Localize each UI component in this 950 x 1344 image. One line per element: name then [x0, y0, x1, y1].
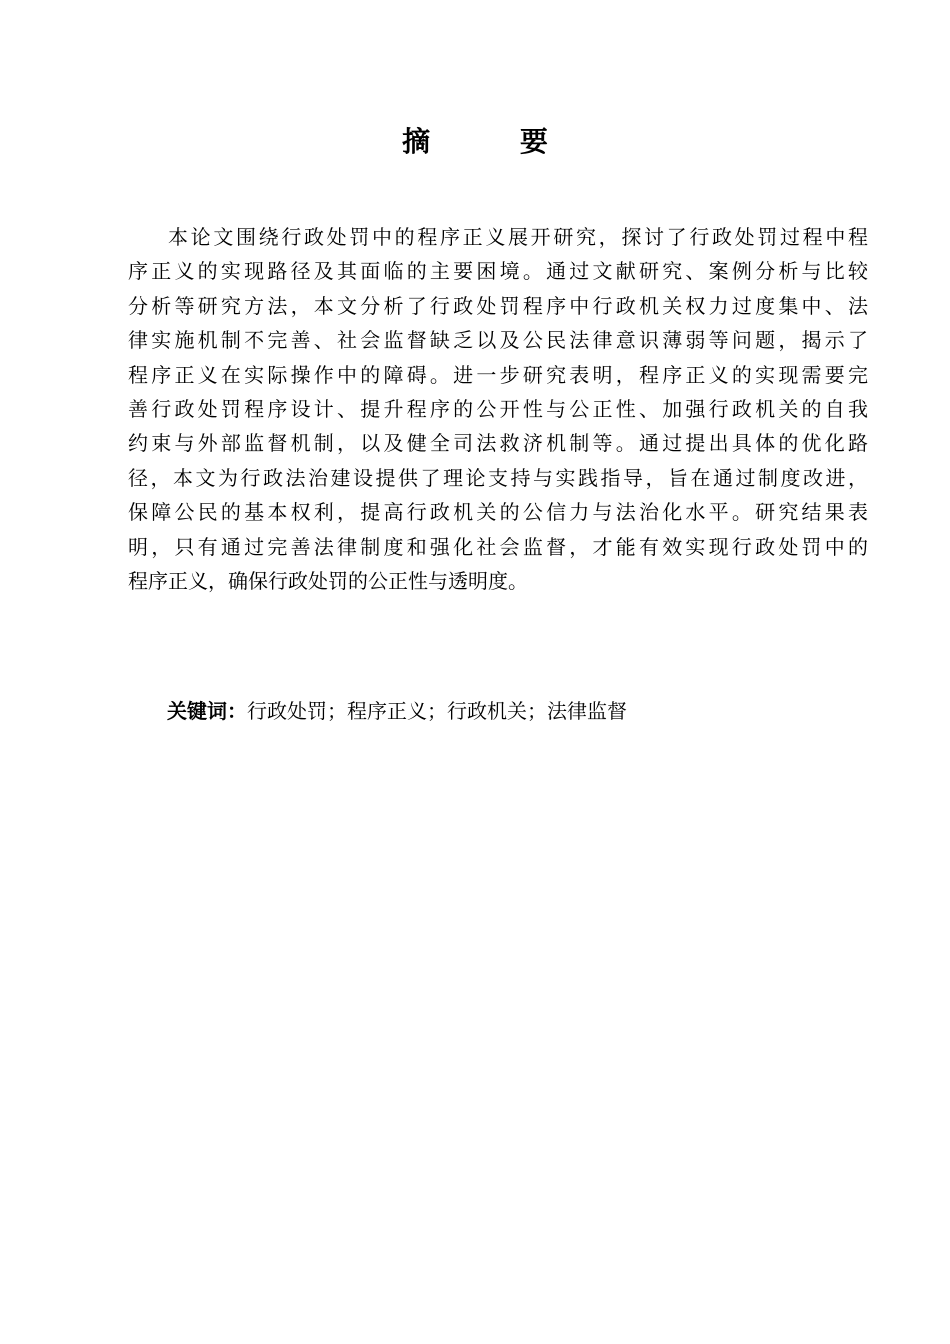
abstract-line: 律实施机制不完善、社会监督缺乏以及公民法律意识薄弱等问题，揭示了: [128, 328, 868, 353]
abstract-line: 程序正义在实际操作中的障碍。进一步研究表明，程序正义的实现需要完: [128, 362, 868, 387]
keywords-label: 关键词：: [167, 699, 247, 723]
abstract-line: 程序正义，确保行政处罚的公正性与透明度。: [128, 568, 528, 593]
abstract-line: 约束与外部监督机制，以及健全司法救济机制等。通过提出具体的优化路: [128, 431, 868, 456]
keywords-text: 行政处罚；程序正义；行政机关；法律监督: [247, 699, 627, 723]
abstract-line: 分析等研究方法，本文分析了行政处罚程序中行政机关权力过度集中、法: [128, 293, 868, 318]
abstract-line: 径，本文为行政法治建设提供了理论支持与实践指导，旨在通过制度改进，: [128, 465, 868, 490]
abstract-line: 明，只有通过完善法律制度和强化社会监督，才能有效实现行政处罚中的: [128, 534, 868, 559]
page-title: 摘 要: [402, 125, 588, 158]
abstract-line: 保障公民的基本权利，提高行政机关的公信力与法治化水平。研究结果表: [128, 500, 868, 525]
abstract-line: 本论文围绕行政处罚中的程序正义展开研究，探讨了行政处罚过程中程: [168, 225, 868, 249]
abstract-body: [128, 220, 868, 598]
abstract-line: 善行政处罚程序设计、提升程序的公开性与公正性、加强行政机关的自我: [128, 396, 868, 421]
abstract-line: 序正义的实现路径及其面临的主要困境。通过文献研究、案例分析与比较: [128, 259, 868, 284]
keywords-row: [167, 694, 627, 728]
